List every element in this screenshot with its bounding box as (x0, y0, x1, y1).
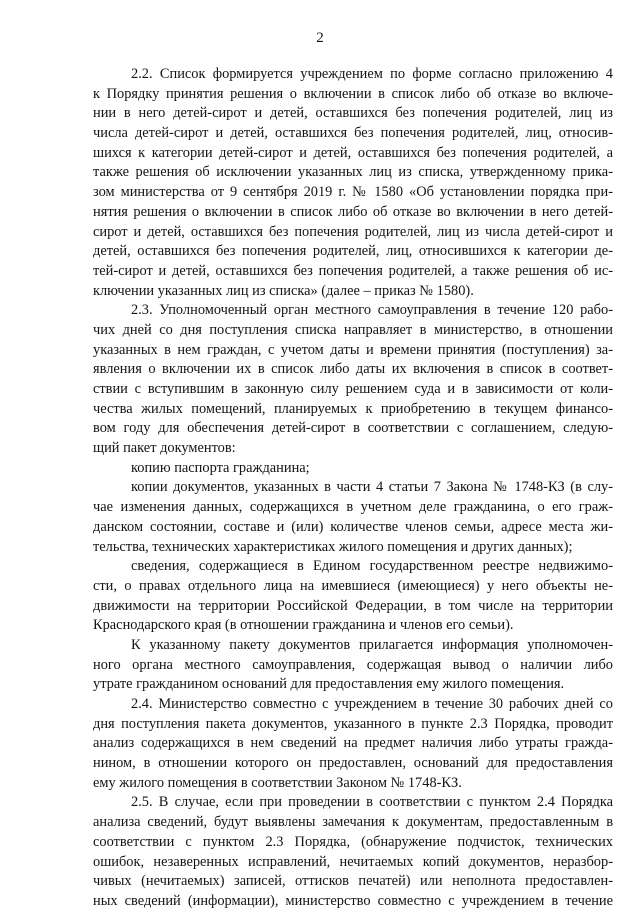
text-line: вом году для обеспечения детей-сирот в соответствии с соглашением, следую- (93, 420, 613, 437)
text-line: утрате гражданином оснований для предоставления ему жилого помещения. (93, 676, 565, 693)
text-line: ошибок, незаверенных исправлений, нечитаемых копий документов, неразбор- (93, 853, 613, 870)
text-line: ключении указанных лиц из списка» (далее – приказ № 1580). (93, 282, 474, 299)
text-line: копии документов, указанных в части 4 статьи 7 Закона № 1748-КЗ (в слу- (131, 479, 613, 496)
text-line: данском состоянии, составе и (или) количестве членов семьи, адресе места жи- (93, 518, 613, 535)
page-number: 2 (316, 30, 324, 46)
text-line: К указанному пакету документов прилагается информация уполномочен- (131, 636, 613, 653)
text-line: щий пакет документов: (93, 440, 236, 457)
text-line: ствии с вступившим в законную силу решением суда и в зависимости от коли- (93, 381, 613, 397)
text-line: движимости на территории Российской Федерации, в том числе на территории (93, 597, 613, 614)
text-line: указанных в нем граждан, с учетом даты и времени принятия (поступления) за- (93, 341, 613, 358)
text-line: сирот и детей, оставшихся без попечения родителей, лиц из числа детей-сирот и (93, 223, 613, 240)
text-line: чае изменения данных, содержащихся в учетном деле гражданина, о его граж- (93, 499, 613, 516)
text-line: нином, в отношении которого он предоставлен, оснований для предоставления (93, 755, 613, 772)
text-line: дня поступления пакета документов, указанного в пункте 2.3 Порядка, проводит (93, 715, 613, 732)
text-line: 2.3. Уполномоченный орган местного самоуправления в течение 120 рабо- (131, 302, 613, 319)
text-line: соответствии с пунктом 2.3 Порядка, (обнаружение подчисток, технических (93, 833, 613, 850)
text-line: явления о включении их в список либо даты их включения в список в соответ- (93, 361, 613, 378)
text-line: 2.5. В случае, если при проведении в соответствии с пунктом 2.4 Порядка (131, 794, 613, 811)
text-line: числа детей-сирот и детей, оставшихся без попечения родителей, лиц, относив- (93, 125, 613, 142)
text-line: сти, о правах отдельного лица на имевшиеся (имеющиеся) у него объекты не- (93, 577, 613, 594)
text-line: нии в него детей-сирот и детей, оставшихся без попечения родителей, лиц из (93, 105, 613, 122)
text-line: анализ содержащихся в нем сведений на предмет наличия либо утраты гражда- (93, 735, 613, 752)
text-line: Краснодарского края (в отношении гражданина и членов его семьи). (93, 617, 514, 634)
text-line: ему жилого помещения в соответствии Законом № 1748-КЗ. (93, 774, 462, 791)
text-line: тельства, технических характеристиках жилого помещения и других данных); (93, 538, 573, 555)
text-line: чих дней со дня поступления списка направляет в министерство, в отношении (93, 321, 613, 338)
text-line: ных сведений (информации), министерство совместно с учреждением в течение (93, 892, 613, 909)
text-line: нятия решения о включении в список либо об отказе во включении в него детей- (93, 203, 613, 220)
text-line: ного органа местного самоуправления, содержащая вывод о наличии либо (93, 656, 613, 673)
text-line: тей-сирот и детей, оставшихся без попечения родителей, а также решения об ис- (93, 262, 613, 279)
text-line: к Порядку принятия решения о включении в список либо об отказе во включе- (93, 85, 613, 102)
text-line: 2.2. Список формируется учреждением по форме согласно приложению 4 (131, 66, 613, 82)
text-line: зом министерства от 9 сентября 2019 г. № 1580 «Об установлении порядка при- (93, 184, 613, 201)
text-line: чества жилых помещений, планируемых к приобретению в текущем финансо- (93, 400, 613, 417)
document-body (93, 65, 613, 912)
text-line: 2.4. Министерство совместно с учреждением в течение 30 рабочих дней со (131, 696, 613, 712)
text-line: анализа сведений, будут выявлены замечания к документам, предоставленным в (93, 814, 613, 831)
text-line: чивых (нечитаемых) записей, оттисков печатей) или неполнота предоставлен- (93, 873, 613, 890)
text-line: копию паспорта гражданина; (131, 459, 310, 476)
text-line: детей, оставшихся без попечения родителей, лиц, относившихся к категории де- (93, 243, 613, 260)
text-line: шихся к категории детей-сирот и детей, оставшихся без попечения родителей, а (93, 144, 613, 161)
text-line: сведения, содержащиеся в Едином государственном реестре недвижимо- (131, 558, 613, 575)
text-line: также решения об исключении указанных лиц из списка, утвержденному прика- (93, 164, 613, 181)
